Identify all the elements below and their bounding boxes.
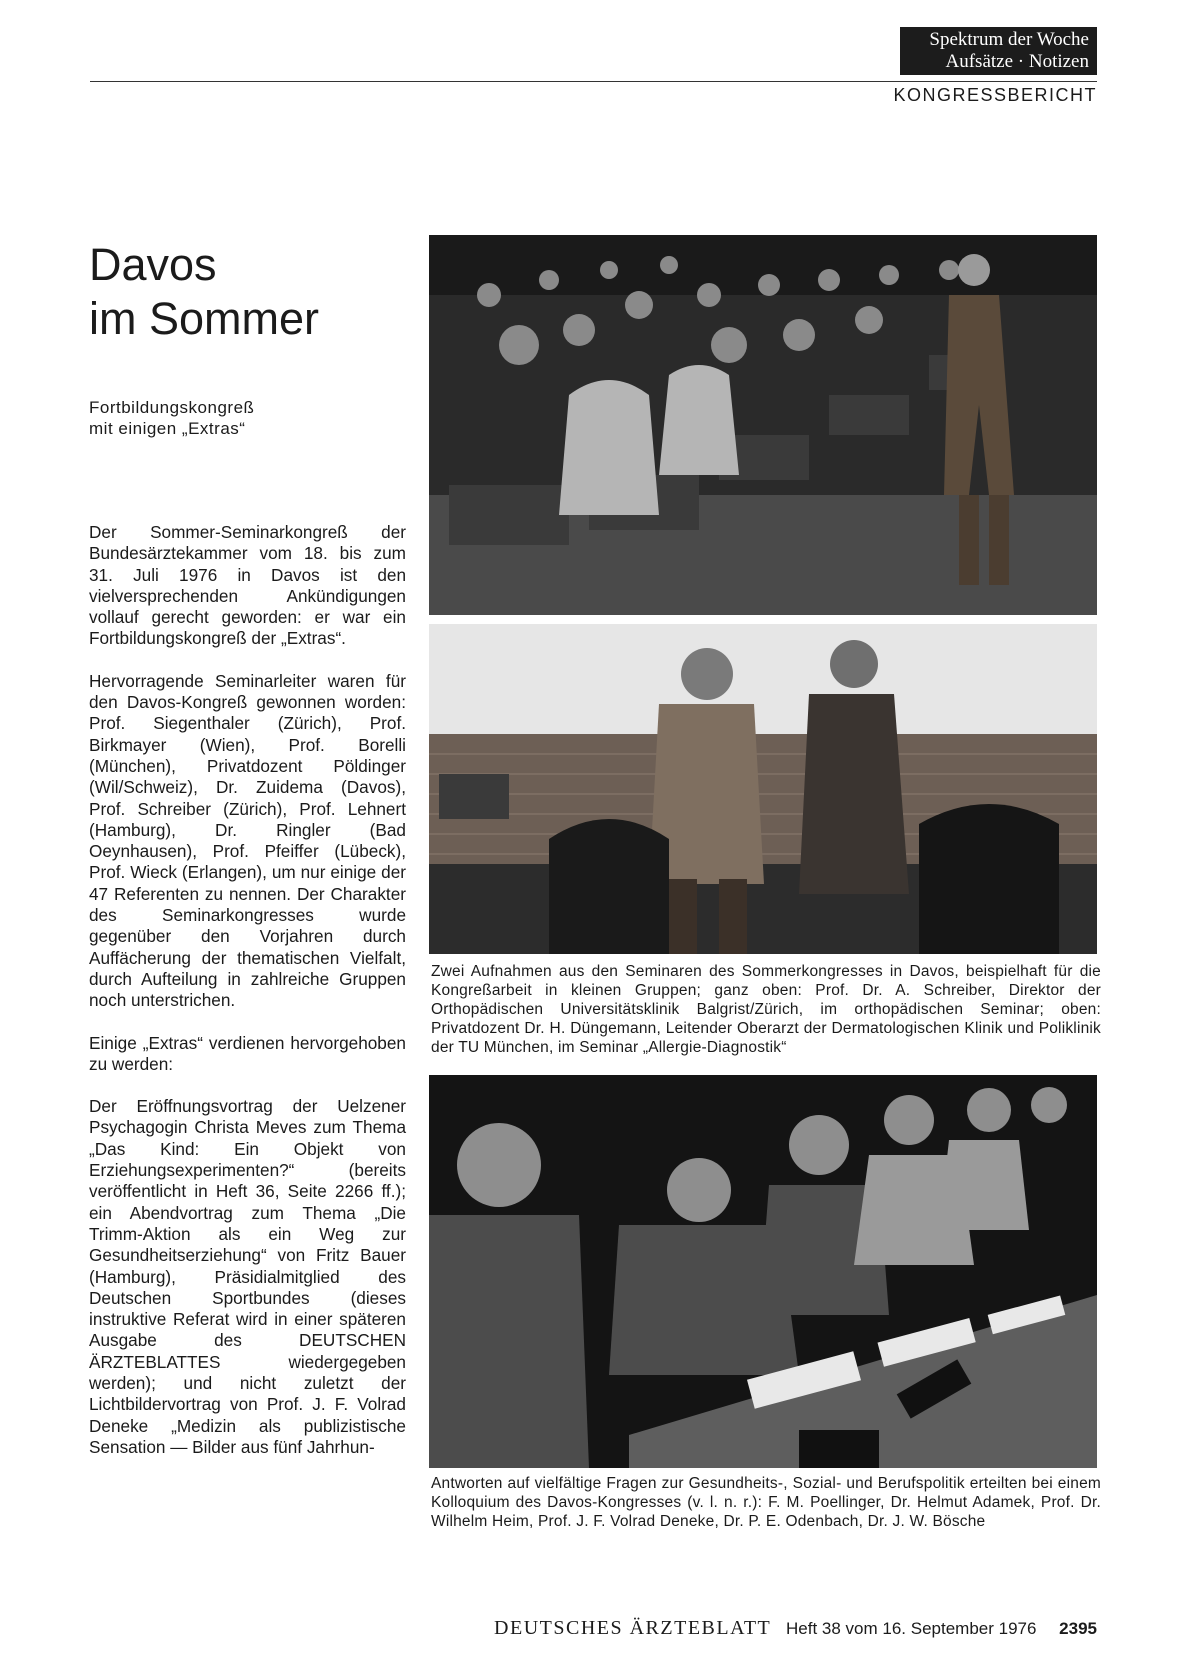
subtitle-line-1: Fortbildungskongreß [89,398,255,417]
photo-seminar [429,624,1097,954]
title-line-1: Davos [89,239,217,290]
paragraph: Hervorragende Seminarleiter waren für den Davos-Kongreß gewonnen worden: Prof. Siegenthaler (Zürich), Prof. Birkmayer (Wien), Prof. Borelli (München), Privatdozent Pöldinger (Wil/Schweiz), Dr. Zuidema (Davos), Prof. Schreiber (Zürich), Prof. Lehnert (Hamburg), Dr. Ringler (Bad Oeynhausen), Prof. Pfeiffer (Lübeck), Prof. Wieck (Erlangen), um nur einige der 47 Referenten zu nennen. Der Charakter des Seminarkongresses wurde gegenüber den Vorjahren durch Auffächerung der thematischen Vielfalt, durch Aufteilung in zahlreiche Gruppen noch unterstrichen. [89,670,406,1011]
header-rule [90,81,1097,82]
photo-panel [429,1075,1097,1468]
issue-info: Heft 38 vom 16. September 1976 [786,1619,1037,1638]
subtitle-line-2: mit einigen „Extras“ [89,419,246,438]
photo-audience [429,235,1097,615]
page-footer [494,1617,1097,1640]
badge-line-2: Aufsätze · Notizen [945,51,1089,72]
article-body [89,522,406,1479]
title-line-2: im Sommer [89,293,320,344]
caption-bottom: Antworten auf vielfältige Fragen zur Gesundheits-, Sozial- und Berufspolitik erteilten bei einem Kolloquium des Davos-Kongresses (v. l. n. r.): F. M. Poellinger, Dr. Helmut Adamek, Prof. Dr. Wilhelm Heim, Prof. J. F. Volrad Deneke, Dr. P. E. Odenbach, Dr. J. W. Bösche [431,1475,1101,1530]
page-number: 2395 [1059,1619,1097,1638]
paragraph: Der Sommer-Seminarkongreß der Bundesärztekammer vom 18. bis zum 31. Juli 1976 in Davos ist den vielversprechenden Ankündigungen vollauf gerecht geworden: er war ein Fortbildungskongreß der „Extras“. [89,522,406,649]
journal-name: DEUTSCHES ÄRZTEBLATT [494,1617,772,1639]
badge-line-1: Spektrum der Woche [929,29,1089,50]
paragraph: Der Eröffnungsvortrag der Uelzener Psychagogin Christa Meves zum Thema „Das Kind: Ein Objekt von Erziehungsexperimenten?“ (bereits veröffentlicht in Heft 36, Seite 2266 ff.); ein Abendvortrag zum Thema „Die Trimm-Aktion als ein Weg zur Gesundheitserziehung“ von Fritz Bauer (Hamburg), Präsidialmitglied des Deutschen Sportbundes (dieses instruktive Referat wird in einer späteren Ausgabe des DEUTSCHEN ÄRZTEBLATTES wiedergegeben werden); und nicht zuletzt der Lichtbildervortrag von Prof. J. F. Volrad Deneke „Medizin als publizistische Sensation — Bilder aus fünf Jahrhun- [89,1096,406,1457]
article-subtitle [89,397,389,439]
article-title [89,238,409,346]
caption-top: Zwei Aufnahmen aus den Seminaren des Sommerkongresses in Davos, beispielhaft für die Kongreßarbeit in kleinen Gruppen; ganz oben: Prof. Dr. A. Schreiber, Direktor der Orthopädischen Universitätsklinik Balgrist/Zürich, im orthopädischen Seminar; oben: Privatdozent Dr. H. Düngemann, Leitender Oberarzt der Dermatologischen Klinik und Poliklinik der TU München, im Seminar „Allergie-Diagnostik“ [431,963,1101,1056]
section-badge [900,27,1097,75]
paragraph: Einige „Extras“ verdienen hervorgehoben zu werden: [89,1032,406,1074]
section-label: KONGRESSBERICHT [893,85,1097,105]
